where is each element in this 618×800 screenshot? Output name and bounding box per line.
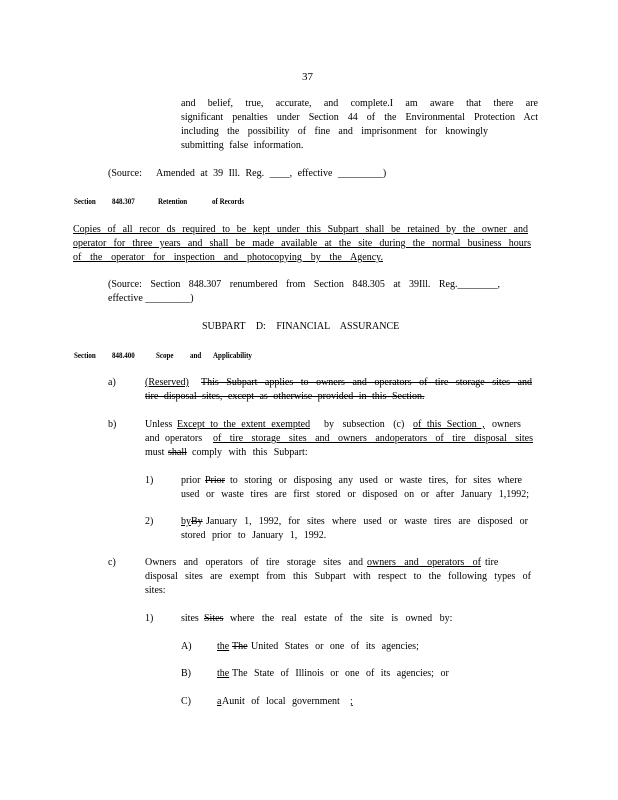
source-note-text: Amended at 39 Ill. Reg. ____, effective _________) xyxy=(156,168,387,179)
paragraph-line: significant penalties under Section 44 of the Environmental Protection Act xyxy=(181,112,538,123)
section-title: and xyxy=(190,351,202,361)
section-title: Scope xyxy=(156,351,174,361)
inserted-text: Except to the extent exempted xyxy=(177,419,311,430)
item-label: 2) xyxy=(145,516,154,527)
section-text-line: Copies of all recor ds required to be kept under this Subpart shall be retained by the owner and xyxy=(73,224,528,235)
struck-text: Sites xyxy=(204,613,224,624)
paragraph-line: and belief, true, accurate, and complete.I am aware that there are xyxy=(181,98,538,109)
inserted-text: owners and operators of xyxy=(367,557,481,568)
struck-text: The xyxy=(232,641,248,652)
item-label: b) xyxy=(108,419,117,430)
source-note-prefix: (Source: xyxy=(108,168,142,179)
item-text: owners xyxy=(492,419,521,430)
page-number: 37 xyxy=(302,71,313,83)
item-text: stored prior to January 1, 1992. xyxy=(181,530,327,541)
section-title: Applicability xyxy=(213,351,252,361)
section-number: 848.400 xyxy=(112,351,135,361)
source-note-line: effective _________) xyxy=(108,293,194,304)
item-label: 1) xyxy=(145,475,154,486)
item-label: 1) xyxy=(145,613,154,624)
item-text: Unless xyxy=(145,419,173,430)
item-label: B) xyxy=(181,668,191,679)
item-text: sites xyxy=(181,613,199,624)
item-text: comply with this Subpart: xyxy=(192,447,308,458)
inserted-text: of this Section , xyxy=(413,419,485,430)
section-label: Section xyxy=(74,351,96,361)
reserved-text: (Reserved) xyxy=(145,377,189,388)
item-text: The State of Illinois or one of its agencies; or xyxy=(232,668,449,679)
section-title: of Records xyxy=(212,197,245,207)
struck-text: This Subpart applies to owners and operators of tire storage sites and xyxy=(201,377,532,388)
item-text: and operators xyxy=(145,433,203,444)
item-text: sites: xyxy=(145,585,166,596)
inserted-text: the xyxy=(217,668,230,679)
inserted-text: a xyxy=(217,696,222,707)
item-text: by subsection (c) xyxy=(324,419,405,430)
inserted-text: by xyxy=(181,516,191,527)
item-text: must xyxy=(145,447,165,458)
struck-text: shall xyxy=(168,447,187,458)
item-text: disposal sites are exempt from this Subpart with respect to the following types of xyxy=(145,571,531,582)
item-text: Owners and operators of tire storage sites and xyxy=(145,557,363,568)
item-text: where the real estate of the site is owned by: xyxy=(230,613,453,624)
item-text: January 1, 1992, for sites where used or waste tires are disposed or xyxy=(206,516,528,527)
item-label: C) xyxy=(181,696,191,707)
source-note-line: (Source: Section 848.307 renumbered from Section 848.305 at 39Ill. Reg.________, xyxy=(108,279,500,290)
section-label: Section xyxy=(74,197,96,207)
struck-text: tire disposal sites, except as otherwise provided in this Section. xyxy=(145,391,425,402)
section-title: Retention xyxy=(158,197,188,207)
section-text-line: of the operator for inspection and photocopying by the Agency. xyxy=(73,252,383,263)
inserted-text: of tire storage sites and owners andoperators of tire disposal sites xyxy=(213,433,533,444)
struck-text: Prior xyxy=(205,475,225,486)
item-label: A) xyxy=(181,641,192,652)
section-text-line: operator for three years and shall be made available at the site during the normal business hours xyxy=(73,238,531,249)
item-label: a) xyxy=(108,377,116,388)
inserted-text: the xyxy=(217,641,230,652)
section-number: 848.307 xyxy=(112,197,135,207)
subpart-heading: SUBPART D: FINANCIAL ASSURANCE xyxy=(202,321,400,332)
item-text: to storing or disposing any used or waste tires, for sites where xyxy=(230,475,522,486)
paragraph-line: submitting false information. xyxy=(181,140,304,151)
inserted-text: ; xyxy=(350,696,353,707)
paragraph-line: including the possibility of fine and imprisonment for knowingly xyxy=(181,126,488,137)
item-text: tire xyxy=(485,557,499,568)
item-text: prior xyxy=(181,475,201,486)
item-text: United States or one of its agencies; xyxy=(251,641,419,652)
item-text: used or waste tires are first stored or disposed on or after January 1,1992; xyxy=(181,489,529,500)
struck-text: By xyxy=(191,516,203,527)
item-text: Aunit of local government xyxy=(222,696,340,707)
item-label: c) xyxy=(108,557,116,568)
